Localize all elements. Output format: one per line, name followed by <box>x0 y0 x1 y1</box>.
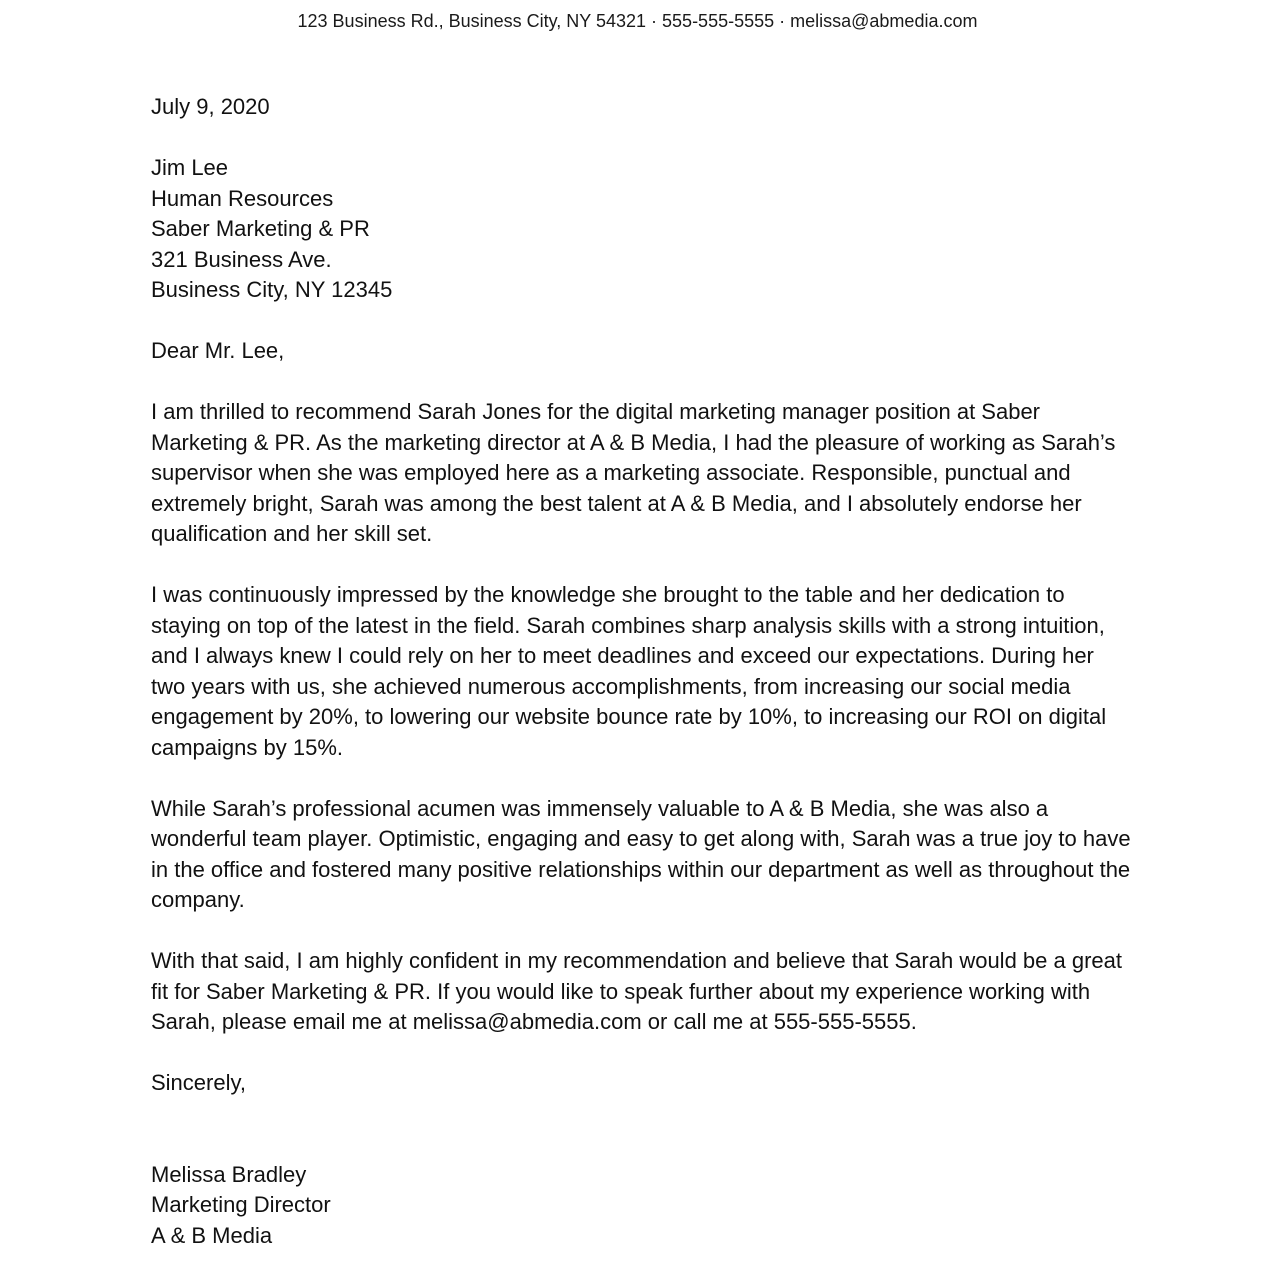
signature-block <box>151 1160 1131 1252</box>
signature-title: Marketing Director <box>151 1192 331 1217</box>
body-paragraph-recommendation: I am thrilled to recommend Sarah Jones for the digital marketing manager position at Saber Marketing & PR. As the marketing director at A & B Media, I had the pleasure of working as Sarah’s supervisor when she was employed here as a marketing associate. Responsible, punctual and extremely bright, Sarah was among the best talent at A & B Media, and I absolutely endorse her qualification and her skill set. <box>151 399 1116 546</box>
closing: Sincerely, <box>151 1070 246 1095</box>
signature-company: A & B Media <box>151 1222 273 1248</box>
recipient-name: Jim Lee <box>151 155 229 180</box>
recipient-department: Human Resources <box>151 185 334 211</box>
letter-date: July 9, 2020 <box>151 94 270 119</box>
salutation: Dear Mr. Lee, <box>151 338 285 363</box>
letter-content <box>151 92 1131 1251</box>
body-paragraph-teamwork: While Sarah’s professional acumen was immensely valuable to A & B Media, she was also a wonderful team player. Optimistic, engaging and easy to get along with, Sarah was a true joy to have in the office and fostered many positive relationships within our department as well as throughout the company. <box>151 795 1131 912</box>
recipient-city-state-zip: Business City, NY 12345 <box>151 277 393 302</box>
recipient-street: 321 Business Ave. <box>151 246 332 272</box>
recipient-company: Saber Marketing & PR <box>151 216 370 241</box>
recipient-address-block <box>151 153 1131 306</box>
body-paragraph-skills-accomplishments: I was continuously impressed by the knowledge she brought to the table and her dedication to staying on top of the latest in the field. Sarah combines sharp analysis skills with a strong intuition, and I always knew I could rely on her to meet deadlines and exceed our expectations. During her two years with us, she achieved numerous accomplishments, from increasing our social media engagement by 20%, to lowering our website bounce rate by 10%, to increasing our ROI on digital campaigns by 15%. <box>151 582 1107 760</box>
letterhead-contact-line: 123 Business Rd., Business City, NY 54321 · 555-555-5555 · melissa@abmedia.com <box>297 11 978 31</box>
signature-name: Melissa Bradley <box>151 1161 307 1187</box>
body-paragraph-contact: With that said, I am highly confident in my recommendation and believe that Sarah would be a great fit for Saber Marketing & PR. If you would like to speak further about my experience working with Sarah, please email me at melissa@abmedia.com or call me at 555-555-5555. <box>151 948 1122 1034</box>
